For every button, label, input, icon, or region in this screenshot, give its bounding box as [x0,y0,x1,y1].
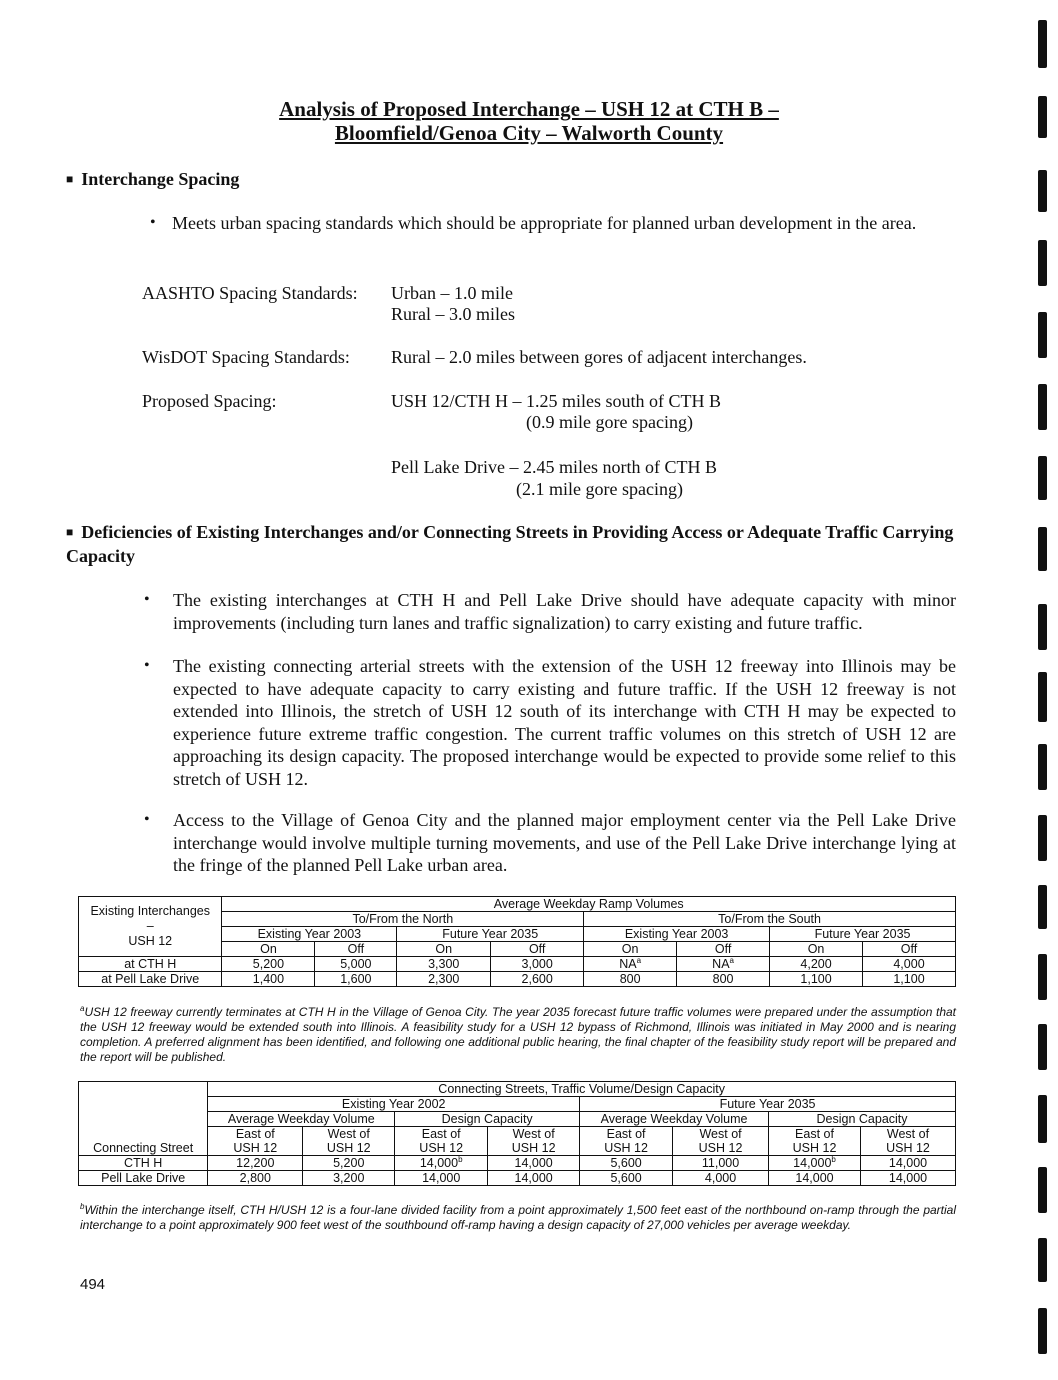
measure-cell: Average Weekday Volume [208,1112,395,1127]
ramp-header-row-1 [79,897,956,912]
table-cell: 4,200 [770,957,863,972]
footnote-marker: a [729,955,734,965]
group-south: To/From the South [584,912,956,927]
binding-mark [1038,954,1047,1000]
footnote-marker: b [458,1154,463,1164]
proposed-cth-h: USH 12/CTH H – 1.25 miles south of CTH B [391,391,722,411]
wisdot-label: WisDOT Spacing Standards: [142,347,350,367]
binding-mark [1038,240,1047,286]
aashto-label: AASHTO Spacing Standards: [142,283,358,303]
proposed-pell-lake-gore: (2.1 mile gore spacing) [516,479,683,499]
position-cell [303,1127,395,1156]
position-cell [860,1127,955,1156]
subgroup-cell: Future Year 2035 [397,927,584,942]
section-heading-deficiencies [66,521,966,567]
measure-cell: Design Capacity [395,1112,580,1127]
deficiency-bullet-3: Access to the Village of Genoa City and the planned major employment center via the Pell Lake Drive interchange would involve multiple turning movements, and use of the Pell Lake Drive interchange lying at the fringe of the planned Pell Lake urban area. [173,810,956,875]
interchange-header-line-1: Existing Interchanges [90,904,210,918]
binding-mark [1038,1095,1047,1143]
bullet-dot-icon: • [144,811,150,828]
section-heading-text: Deficiencies of Existing Interchanges and/or Connecting Streets in Providing Access or Adequate Traffic Carrying Capacity [66,522,954,566]
table-cell: 3,300 [397,957,491,972]
table-cell: 1,100 [863,972,956,987]
dir-cell: On [584,942,677,957]
proposed-label: Proposed Spacing: [142,391,277,411]
section-heading-spacing [66,168,239,192]
table-row [79,957,956,972]
binding-mark [1038,1238,1047,1282]
square-bullet-icon: ■ [66,525,74,539]
streets-header-row-1 [79,1082,956,1097]
dir-cell: Off [863,942,956,957]
table-row [79,1156,956,1171]
binding-mark [1038,384,1047,430]
position-cell [395,1127,488,1156]
footnote-marker: a [636,955,642,965]
na-value: NA [712,957,730,971]
subgroup-cell: Existing Year 2003 [222,927,397,942]
table-cell [769,1156,861,1171]
dir-cell: On [222,942,315,957]
position-cell [673,1127,769,1156]
subgroup-cell: Existing Year 2003 [584,927,770,942]
position-cell [208,1127,303,1156]
measure-cell: Average Weekday Volume [580,1112,769,1127]
table-cell [677,957,770,972]
streets-table-footnote [80,1203,956,1233]
position-line-1: East of [795,1127,834,1141]
footnote-marker: b [831,1154,836,1164]
position-line-2: USH 12 [233,1141,278,1155]
measure-cell: Design Capacity [769,1112,956,1127]
position-line-2: USH 12 [698,1141,743,1155]
capacity-value: 14,000 [793,1156,832,1170]
position-line-2: USH 12 [792,1141,837,1155]
table-cell: 14,000 [488,1171,580,1186]
table-cell: 2,800 [208,1171,303,1186]
dir-cell: On [397,942,491,957]
wisdot-rural: Rural – 2.0 miles between gores of adjacent interchanges. [391,347,807,367]
position-line-2: USH 12 [419,1141,464,1155]
table-cell: 5,200 [222,957,315,972]
capacity-value: 14,000 [419,1156,459,1170]
position-line-1: West of [327,1127,370,1141]
aashto-urban: Urban – 1.0 mile [391,283,513,303]
position-line-1: West of [886,1127,930,1141]
ramp-volume-table [78,896,956,987]
dir-cell: Off [315,942,397,957]
section-heading-text: Interchange Spacing [81,169,240,189]
streets-header-row-2 [79,1097,956,1112]
binding-mark [1038,1024,1047,1070]
streets-table-title: Connecting Streets, Traffic Volume/Design Capacity [208,1082,956,1097]
bullet-dot-icon: • [144,591,150,608]
table-cell: 2,600 [491,972,584,987]
table-row [79,972,956,987]
bullet-dot-icon: • [150,214,156,231]
bullet-dot-icon: • [144,657,150,674]
binding-mark [1038,885,1047,929]
table-cell: 14,000 [860,1171,955,1186]
interchange-header-cell [79,897,222,957]
interchange-header-line-3: USH 12 [128,934,173,948]
position-cell [580,1127,673,1156]
streets-header-row-4 [79,1127,956,1156]
page-title [0,97,1058,145]
binding-mark [1038,456,1047,500]
position-line-2: USH 12 [604,1141,648,1155]
proposed-pell-lake: Pell Lake Drive – 2.45 miles north of CTH B [391,457,717,477]
footnote-marker: a [80,1004,85,1013]
row-name: at CTH H [79,957,222,972]
binding-mark [1038,1308,1047,1354]
streets-header-row-3 [79,1112,956,1127]
table-cell: 14,000 [488,1156,580,1171]
na-value: NA [619,957,637,971]
binding-mark [1038,604,1047,650]
subgroup-cell: Future Year 2035 [770,927,956,942]
binding-mark [1038,527,1047,571]
period-cell: Future Year 2035 [580,1097,956,1112]
binding-mark [1038,672,1047,722]
table-cell: 1,400 [222,972,315,987]
dir-cell: On [770,942,863,957]
table-cell [584,957,677,972]
aashto-rural: Rural – 3.0 miles [391,304,515,324]
deficiency-bullet-1: The existing interchanges at CTH H and Pell Lake Drive should have adequate capacity with minor improvements (including turn lanes and traffic signalization) to carry existing and future traffic. [173,590,956,633]
table-cell [395,1156,488,1171]
table-cell: 3,200 [303,1171,395,1186]
table-cell: 4,000 [673,1171,769,1186]
interchange-header-line-2: – [146,919,154,933]
table-cell: 4,000 [863,957,956,972]
spacing-bullet: Meets urban spacing standards which should be appropriate for planned urban development in the area. [172,213,917,233]
table-cell: 14,000 [769,1171,861,1186]
binding-mark [1038,20,1047,68]
position-line-1: West of [512,1127,555,1141]
position-line-1: West of [699,1127,742,1141]
group-north: To/From the North [222,912,584,927]
dir-cell: Off [677,942,770,957]
table-cell: 800 [584,972,677,987]
binding-mark [1038,312,1047,358]
connecting-streets-table [78,1081,956,1186]
position-line-1: East of [606,1127,646,1141]
table-cell: 800 [677,972,770,987]
table-cell: 14,000 [860,1156,955,1171]
binding-mark [1038,170,1047,212]
ramp-table-title: Average Weekday Ramp Volumes [222,897,956,912]
table-cell: 14,000 [395,1171,488,1186]
table-cell: 5,600 [580,1156,673,1171]
position-line-1: East of [235,1127,275,1141]
binding-mark [1038,96,1047,138]
row-name: Pell Lake Drive [79,1171,208,1186]
position-line-1: East of [421,1127,461,1141]
position-cell [488,1127,580,1156]
table-cell: 3,000 [491,957,584,972]
period-cell: Existing Year 2002 [208,1097,580,1112]
binding-mark [1038,744,1047,790]
proposed-cth-h-gore: (0.9 mile gore spacing) [526,412,693,432]
title-line-1: Analysis of Proposed Interchange – USH 12 at CTH B – [279,97,779,121]
footnote-text: USH 12 freeway currently terminates at CTH H in the Village of Genoa City. The year 2035 forecast future traffic volumes were prepared under the assumption that the USH 12 freeway would be extended south into Illinois. A feasibility study for a USH 12 bypass of Richmond, Illinois was initiated in May 2000 and is nearing completion. A preferred alignment has been identified, and following one additional public hearing, the final chapter of the feasibility study report will be prepared and the report will be published. [80,1005,956,1064]
square-bullet-icon: ■ [66,172,74,186]
position-line-2: USH 12 [326,1141,371,1155]
table-cell: 5,600 [580,1171,673,1186]
dir-cell: Off [491,942,584,957]
position-line-2: USH 12 [511,1141,556,1155]
table-cell: 5,200 [303,1156,395,1171]
table-row [79,1171,956,1186]
binding-mark [1038,1167,1047,1213]
title-line-2: Bloomfield/Genoa City – Walworth County [334,121,724,145]
table-cell: 12,200 [208,1156,303,1171]
binding-mark [1038,815,1047,861]
footnote-marker: b [80,1202,85,1211]
table-cell: 5,000 [315,957,397,972]
position-cell [769,1127,861,1156]
row-name: CTH H [79,1156,208,1171]
deficiency-bullet-2: The existing connecting arterial streets with the extension of the USH 12 freeway into Illinois may be expected to have adequate capacity to carry existing and future traffic. If the USH 12 freeway is not extended into Illinois, the stretch of USH 12 south of its interchange with CTH H may be expected to experience future extreme traffic congestion. The current traffic volumes on this stretch of USH 12 are approaching its design capacity. The proposed interchange would be expected to provide some relief to this stretch of USH 12. [173,656,956,789]
ramp-table-footnote [80,1005,956,1065]
table-cell: 1,600 [315,972,397,987]
table-cell: 2,300 [397,972,491,987]
row-name: at Pell Lake Drive [79,972,222,987]
footnote-text: Within the interchange itself, CTH H/USH 12 is a four-lane divided facility from a point approximately 1,500 feet east of the northbound on-ramp through the partial interchange to a point approximately 900 feet west of the southbound off-ramp having a design capacity of 27,000 vehicles per average weekday. [80,1203,956,1232]
table-cell: 1,100 [770,972,863,987]
position-line-2: USH 12 [886,1141,930,1155]
connecting-street-header: Connecting Street [79,1082,208,1156]
table-cell: 11,000 [673,1156,769,1171]
page-number: 494 [80,1276,106,1293]
